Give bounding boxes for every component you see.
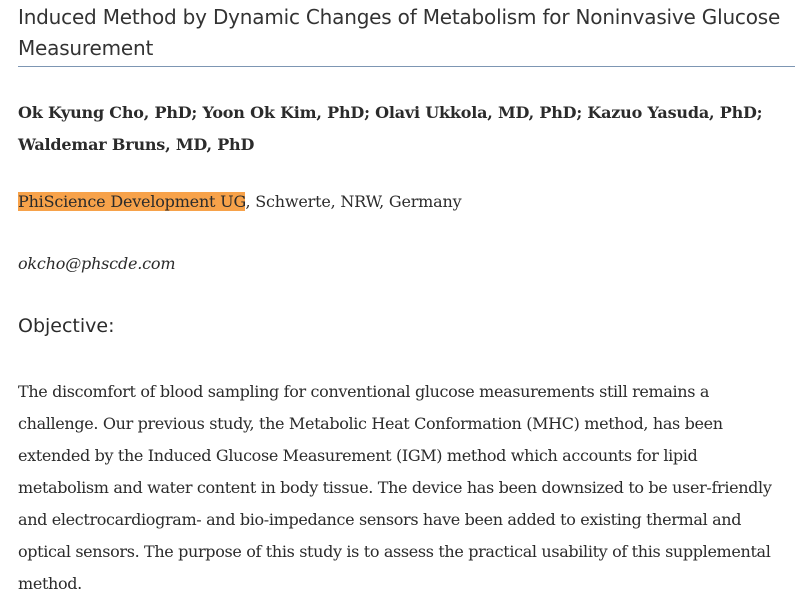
title-divider [18, 66, 795, 67]
article-title: Induced Method by Dynamic Changes of Metabolism for Noninvasive Glucose Measurement [18, 5, 781, 60]
author-email: okcho@phscde.com [18, 254, 176, 273]
author-list: Ok Kyung Cho, PhD; Yoon Ok Kim, PhD; Olavi Ukkola, MD, PhD; Kazuo Yasuda, PhD; Waldemar Bruns, MD, PhD [18, 103, 763, 154]
objective-paragraph: The discomfort of blood sampling for conventional glucose measurements still remains a challenge. Our previous study, the Metabolic Heat Conformation (MHC) method, has been extended by the Induced Glucose Measurement (IGM) method which accounts for lipid metabolism and water content in body tissue. The device has been downsized to be user-friendly and electrocardiogram- and bio-impedance sensors have been added to existing thermal and optical sensors. The purpose of this study is to assess the practical usability of this supplemental method. [18, 382, 772, 593]
article-page [18, 0, 795, 600]
affiliation [18, 190, 795, 214]
objective-heading: Objective: [18, 315, 115, 337]
affiliation-location: , Schwerte, NRW, Germany [245, 192, 462, 211]
affiliation-organization-highlight: PhiScience Development UG [18, 192, 246, 211]
